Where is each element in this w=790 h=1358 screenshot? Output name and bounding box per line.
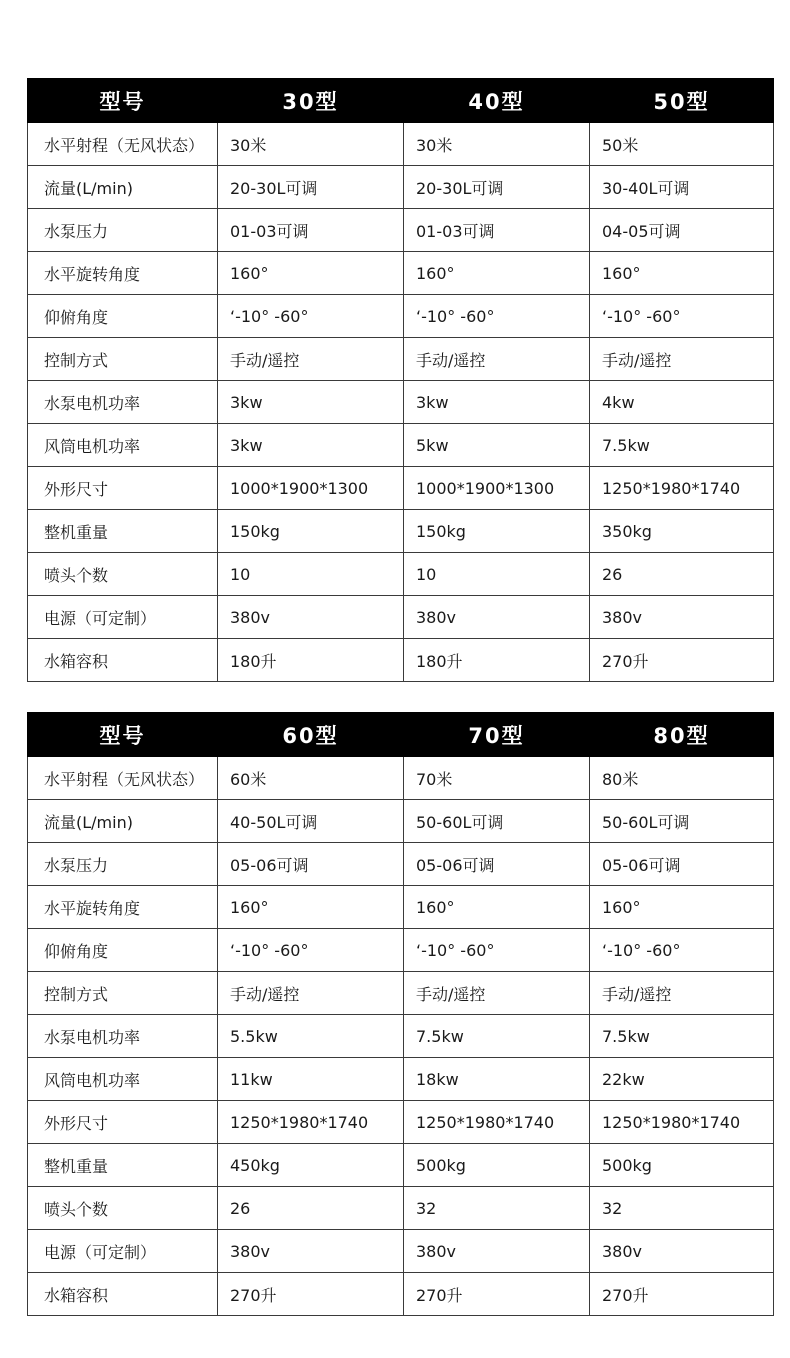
cell-value: 01-03可调 (218, 209, 404, 252)
row-label: 水箱容积 (28, 1273, 218, 1316)
header-row (28, 79, 774, 123)
table-body (28, 123, 774, 682)
table-row (28, 886, 774, 929)
row-label: 水泵压力 (28, 843, 218, 886)
cell-value: 7.5kw (590, 1015, 774, 1058)
table-row (28, 1144, 774, 1187)
cell-value: 05-06可调 (590, 843, 774, 886)
header-model-label: 型号 (28, 713, 218, 757)
cell-value: 160° (404, 252, 590, 295)
header-model-label: 型号 (28, 79, 218, 123)
table-row (28, 1101, 774, 1144)
cell-value: 160° (404, 886, 590, 929)
cell-value: 50-60L可调 (590, 800, 774, 843)
table-row (28, 381, 774, 424)
cell-value: 手动/遥控 (404, 338, 590, 381)
table-header (28, 713, 774, 757)
cell-value: 20-30L可调 (218, 166, 404, 209)
cell-value: 26 (590, 553, 774, 596)
header-model-3: 80型 (590, 713, 774, 757)
cell-value: 160° (218, 252, 404, 295)
header-model-2: 70型 (404, 713, 590, 757)
cell-value: 手动/遥控 (590, 338, 774, 381)
cell-value: 380v (590, 1230, 774, 1273)
row-label: 喷头个数 (28, 1187, 218, 1230)
cell-value: 01-03可调 (404, 209, 590, 252)
cell-value: 150kg (404, 510, 590, 553)
cell-value: 270升 (404, 1273, 590, 1316)
cell-value: 180升 (218, 639, 404, 682)
cell-value: 80米 (590, 757, 774, 800)
table-row (28, 123, 774, 166)
cell-value: 60米 (218, 757, 404, 800)
cell-value: ‘-10° -60° (404, 295, 590, 338)
table-row (28, 1015, 774, 1058)
cell-value: 26 (218, 1187, 404, 1230)
cell-value: 30米 (218, 123, 404, 166)
cell-value: 380v (404, 1230, 590, 1273)
cell-value: 10 (404, 553, 590, 596)
cell-value: 1000*1900*1300 (404, 467, 590, 510)
cell-value: 5.5kw (218, 1015, 404, 1058)
cell-value: 22kw (590, 1058, 774, 1101)
cell-value: 1250*1980*1740 (404, 1101, 590, 1144)
cell-value: 160° (218, 886, 404, 929)
row-label: 水平射程（无风状态） (28, 757, 218, 800)
table-row (28, 424, 774, 467)
row-label: 电源（可定制） (28, 596, 218, 639)
cell-value: 500kg (590, 1144, 774, 1187)
row-label: 风筒电机功率 (28, 1058, 218, 1101)
cell-value: 1250*1980*1740 (590, 1101, 774, 1144)
cell-value: 7.5kw (404, 1015, 590, 1058)
cell-value: 270升 (590, 639, 774, 682)
row-label: 整机重量 (28, 1144, 218, 1187)
table-row (28, 1230, 774, 1273)
table-row (28, 295, 774, 338)
spec-table-2 (27, 712, 774, 1316)
row-label: 水箱容积 (28, 639, 218, 682)
cell-value: 160° (590, 886, 774, 929)
table-row (28, 929, 774, 972)
cell-value: 3kw (404, 381, 590, 424)
cell-value: 350kg (590, 510, 774, 553)
table-row (28, 639, 774, 682)
cell-value: 380v (590, 596, 774, 639)
cell-value: ‘-10° -60° (590, 295, 774, 338)
row-label: 控制方式 (28, 338, 218, 381)
table-row (28, 252, 774, 295)
row-label: 外形尺寸 (28, 1101, 218, 1144)
header-row (28, 713, 774, 757)
cell-value: 手动/遥控 (218, 972, 404, 1015)
row-label: 风筒电机功率 (28, 424, 218, 467)
cell-value: 05-06可调 (404, 843, 590, 886)
row-label: 外形尺寸 (28, 467, 218, 510)
cell-value: 30-40L可调 (590, 166, 774, 209)
table-header (28, 79, 774, 123)
cell-value: 05-06可调 (218, 843, 404, 886)
spec-table-1 (27, 78, 774, 682)
row-label: 流量(L/min) (28, 166, 218, 209)
cell-value: 1250*1980*1740 (590, 467, 774, 510)
table-row (28, 757, 774, 800)
table-row (28, 972, 774, 1015)
cell-value: ‘-10° -60° (404, 929, 590, 972)
cell-value: 180升 (404, 639, 590, 682)
table-row (28, 510, 774, 553)
cell-value: 380v (218, 596, 404, 639)
cell-value: 11kw (218, 1058, 404, 1101)
table-row (28, 209, 774, 252)
cell-value: 1250*1980*1740 (218, 1101, 404, 1144)
cell-value: 7.5kw (590, 424, 774, 467)
row-label: 水平旋转角度 (28, 886, 218, 929)
row-label: 仰俯角度 (28, 929, 218, 972)
cell-value: 160° (590, 252, 774, 295)
cell-value: 1000*1900*1300 (218, 467, 404, 510)
row-label: 电源（可定制） (28, 1230, 218, 1273)
header-model-2: 40型 (404, 79, 590, 123)
cell-value: 3kw (218, 424, 404, 467)
cell-value: 380v (404, 596, 590, 639)
table-body (28, 757, 774, 1316)
row-label: 水平旋转角度 (28, 252, 218, 295)
cell-value: 手动/遥控 (218, 338, 404, 381)
table-row (28, 338, 774, 381)
table-row (28, 166, 774, 209)
table-row (28, 553, 774, 596)
row-label: 控制方式 (28, 972, 218, 1015)
cell-value: 50米 (590, 123, 774, 166)
table-row (28, 467, 774, 510)
row-label: 水泵压力 (28, 209, 218, 252)
cell-value: 5kw (404, 424, 590, 467)
cell-value: 150kg (218, 510, 404, 553)
cell-value: 450kg (218, 1144, 404, 1187)
cell-value: ‘-10° -60° (590, 929, 774, 972)
cell-value: 18kw (404, 1058, 590, 1101)
row-label: 仰俯角度 (28, 295, 218, 338)
cell-value: 3kw (218, 381, 404, 424)
header-model-1: 60型 (218, 713, 404, 757)
cell-value: 270升 (218, 1273, 404, 1316)
header-model-3: 50型 (590, 79, 774, 123)
cell-value: 32 (404, 1187, 590, 1230)
cell-value: 10 (218, 553, 404, 596)
cell-value: 20-30L可调 (404, 166, 590, 209)
cell-value: 40-50L可调 (218, 800, 404, 843)
table-row (28, 1187, 774, 1230)
row-label: 流量(L/min) (28, 800, 218, 843)
cell-value: 50-60L可调 (404, 800, 590, 843)
row-label: 整机重量 (28, 510, 218, 553)
table-row (28, 1058, 774, 1101)
cell-value: 270升 (590, 1273, 774, 1316)
cell-value: 30米 (404, 123, 590, 166)
cell-value: 380v (218, 1230, 404, 1273)
cell-value: 手动/遥控 (404, 972, 590, 1015)
row-label: 喷头个数 (28, 553, 218, 596)
cell-value: ‘-10° -60° (218, 295, 404, 338)
cell-value: 手动/遥控 (590, 972, 774, 1015)
header-model-1: 30型 (218, 79, 404, 123)
cell-value: 4kw (590, 381, 774, 424)
cell-value: ‘-10° -60° (218, 929, 404, 972)
table-row (28, 596, 774, 639)
cell-value: 70米 (404, 757, 590, 800)
table-row (28, 843, 774, 886)
cell-value: 32 (590, 1187, 774, 1230)
cell-value: 500kg (404, 1144, 590, 1187)
row-label: 水泵电机功率 (28, 1015, 218, 1058)
cell-value: 04-05可调 (590, 209, 774, 252)
table-row (28, 800, 774, 843)
row-label: 水泵电机功率 (28, 381, 218, 424)
table-row (28, 1273, 774, 1316)
row-label: 水平射程（无风状态） (28, 123, 218, 166)
